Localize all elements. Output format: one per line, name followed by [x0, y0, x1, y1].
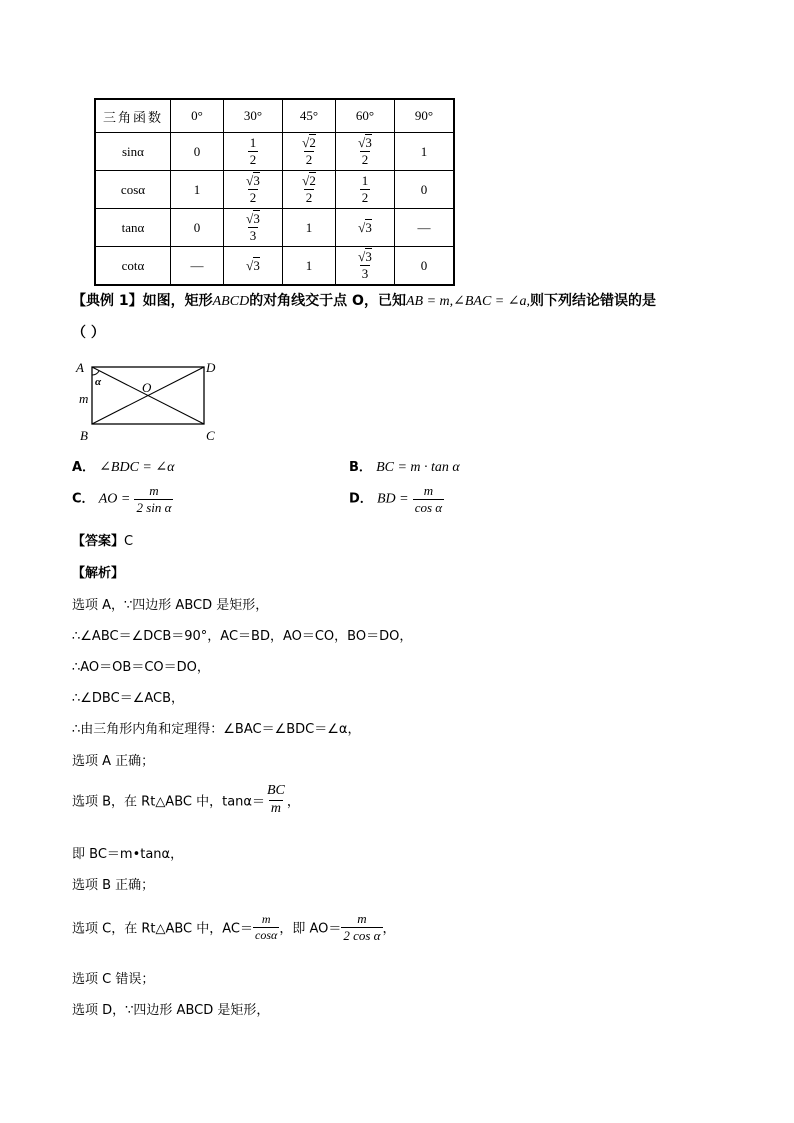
table-header-cell: 45° — [283, 99, 336, 133]
table-header-cell: 30° — [224, 99, 283, 133]
analysis-line: 选项 C，在 Rt△ABC 中，AC＝ $\frac{m}{\cos\alpha}$ ，即 AO＝ $\frac{m}{\text{2 cos α}}$ ， — [72, 911, 396, 943]
table-header-cell: 60° — [336, 99, 395, 133]
analysis-line: ∴由三角形内角和定理得：∠BAC＝∠BDC＝∠α， — [72, 722, 361, 737]
option-c: C． AO = $\frac{m}{\text{2 sin α}}$ — [72, 483, 172, 515]
analysis-line: 选项 B 正确； — [72, 878, 155, 893]
angle-arc — [92, 371, 99, 375]
side-label-m: m — [79, 391, 89, 406]
table-row — [95, 247, 454, 286]
row-label: cosα — [95, 171, 171, 209]
table-cell: √ $\frac{3}{2}$ — [224, 171, 283, 209]
table-cell: 1 — [283, 209, 336, 247]
answer-line: 【答案】C — [72, 534, 134, 549]
analysis-line: 选项 C 错误； — [72, 972, 155, 987]
analysis-line: ∴∠DBC＝∠ACB， — [72, 691, 185, 706]
table-cell: √ $\frac{3}{3}$ — [336, 247, 395, 286]
option-d: D． BD = $\frac{m}{\text{cos α}}$ — [349, 483, 443, 515]
example-question: 【典例 1】如图，矩形ABCD的对角线交于点 O，已知AB = m,∠BAC = ∠a,则下列结论错误的是 — [72, 293, 656, 309]
row-label: cotα — [95, 247, 171, 286]
option-a: A． ∠BDC = ∠α — [72, 460, 175, 475]
table-cell: $\frac{1}{2}$ — [224, 133, 283, 171]
rectangle-figure — [72, 356, 232, 446]
table-header-cell: 0° — [171, 99, 224, 133]
analysis-line: 即 BC＝m•tanα， — [72, 847, 184, 862]
analysis-label: 【解析】 — [72, 566, 125, 581]
vertex-label-a: A — [76, 360, 84, 375]
row-label: tanα — [95, 209, 171, 247]
analysis-line: 选项 A，∵四边形 ABCD 是矩形， — [72, 598, 269, 613]
analysis-line: 选项 A 正确； — [72, 754, 155, 769]
table-cell: — — [395, 209, 455, 247]
table-cell: 1 — [171, 171, 224, 209]
angle-label-alpha: α — [95, 376, 102, 388]
trig-value-table — [94, 98, 455, 286]
table-header-row — [95, 99, 454, 133]
center-label-o: O — [142, 380, 152, 395]
table-cell: $\frac{1}{2}$ — [336, 171, 395, 209]
table-cell: 1 — [395, 133, 455, 171]
answer-parentheses: （ ） — [72, 325, 105, 341]
table-row — [95, 209, 454, 247]
analysis-line: 选项 D，∵四边形 ABCD 是矩形， — [72, 1003, 270, 1018]
table-cell: 0 — [171, 209, 224, 247]
vertex-label-c: C — [206, 428, 215, 443]
option-b: B． BC = m · tan α — [349, 460, 460, 475]
example-label: 【典例 1】 — [72, 293, 143, 309]
table-row — [95, 133, 454, 171]
table-cell: 0 — [395, 247, 455, 286]
analysis-line: ∴∠ABC＝∠DCB＝90°，AC＝BD，AO＝CO，BO＝DO， — [72, 629, 413, 644]
table-cell: 0 — [171, 133, 224, 171]
table-cell: √ $\frac{2}{2}$ — [283, 171, 336, 209]
table-cell: 0 — [395, 171, 455, 209]
table-cell: — — [171, 247, 224, 286]
vertex-label-d: D — [206, 360, 216, 375]
table-cell: √ $\frac{3}{3}$ — [224, 209, 283, 247]
table-header-cell: 三角函数 — [95, 99, 171, 133]
analysis-line: ∴AO＝OB＝CO＝DO， — [72, 660, 210, 675]
table-cell: √ $\frac{3}{2}$ — [336, 133, 395, 171]
table-cell: √ 3 — [224, 247, 283, 286]
row-label: sinα — [95, 133, 171, 171]
vertex-label-b: B — [80, 428, 88, 443]
table-cell: √ $\frac{2}{2}$ — [283, 133, 336, 171]
table-cell: √ 3 — [336, 209, 395, 247]
table-cell: 1 — [283, 247, 336, 286]
analysis-line: 选项 B，在 Rt△ABC 中，tanα＝ $\frac{BC}{m}$ ， — [72, 783, 300, 816]
table-header-cell: 90° — [395, 99, 455, 133]
table-row — [95, 171, 454, 209]
